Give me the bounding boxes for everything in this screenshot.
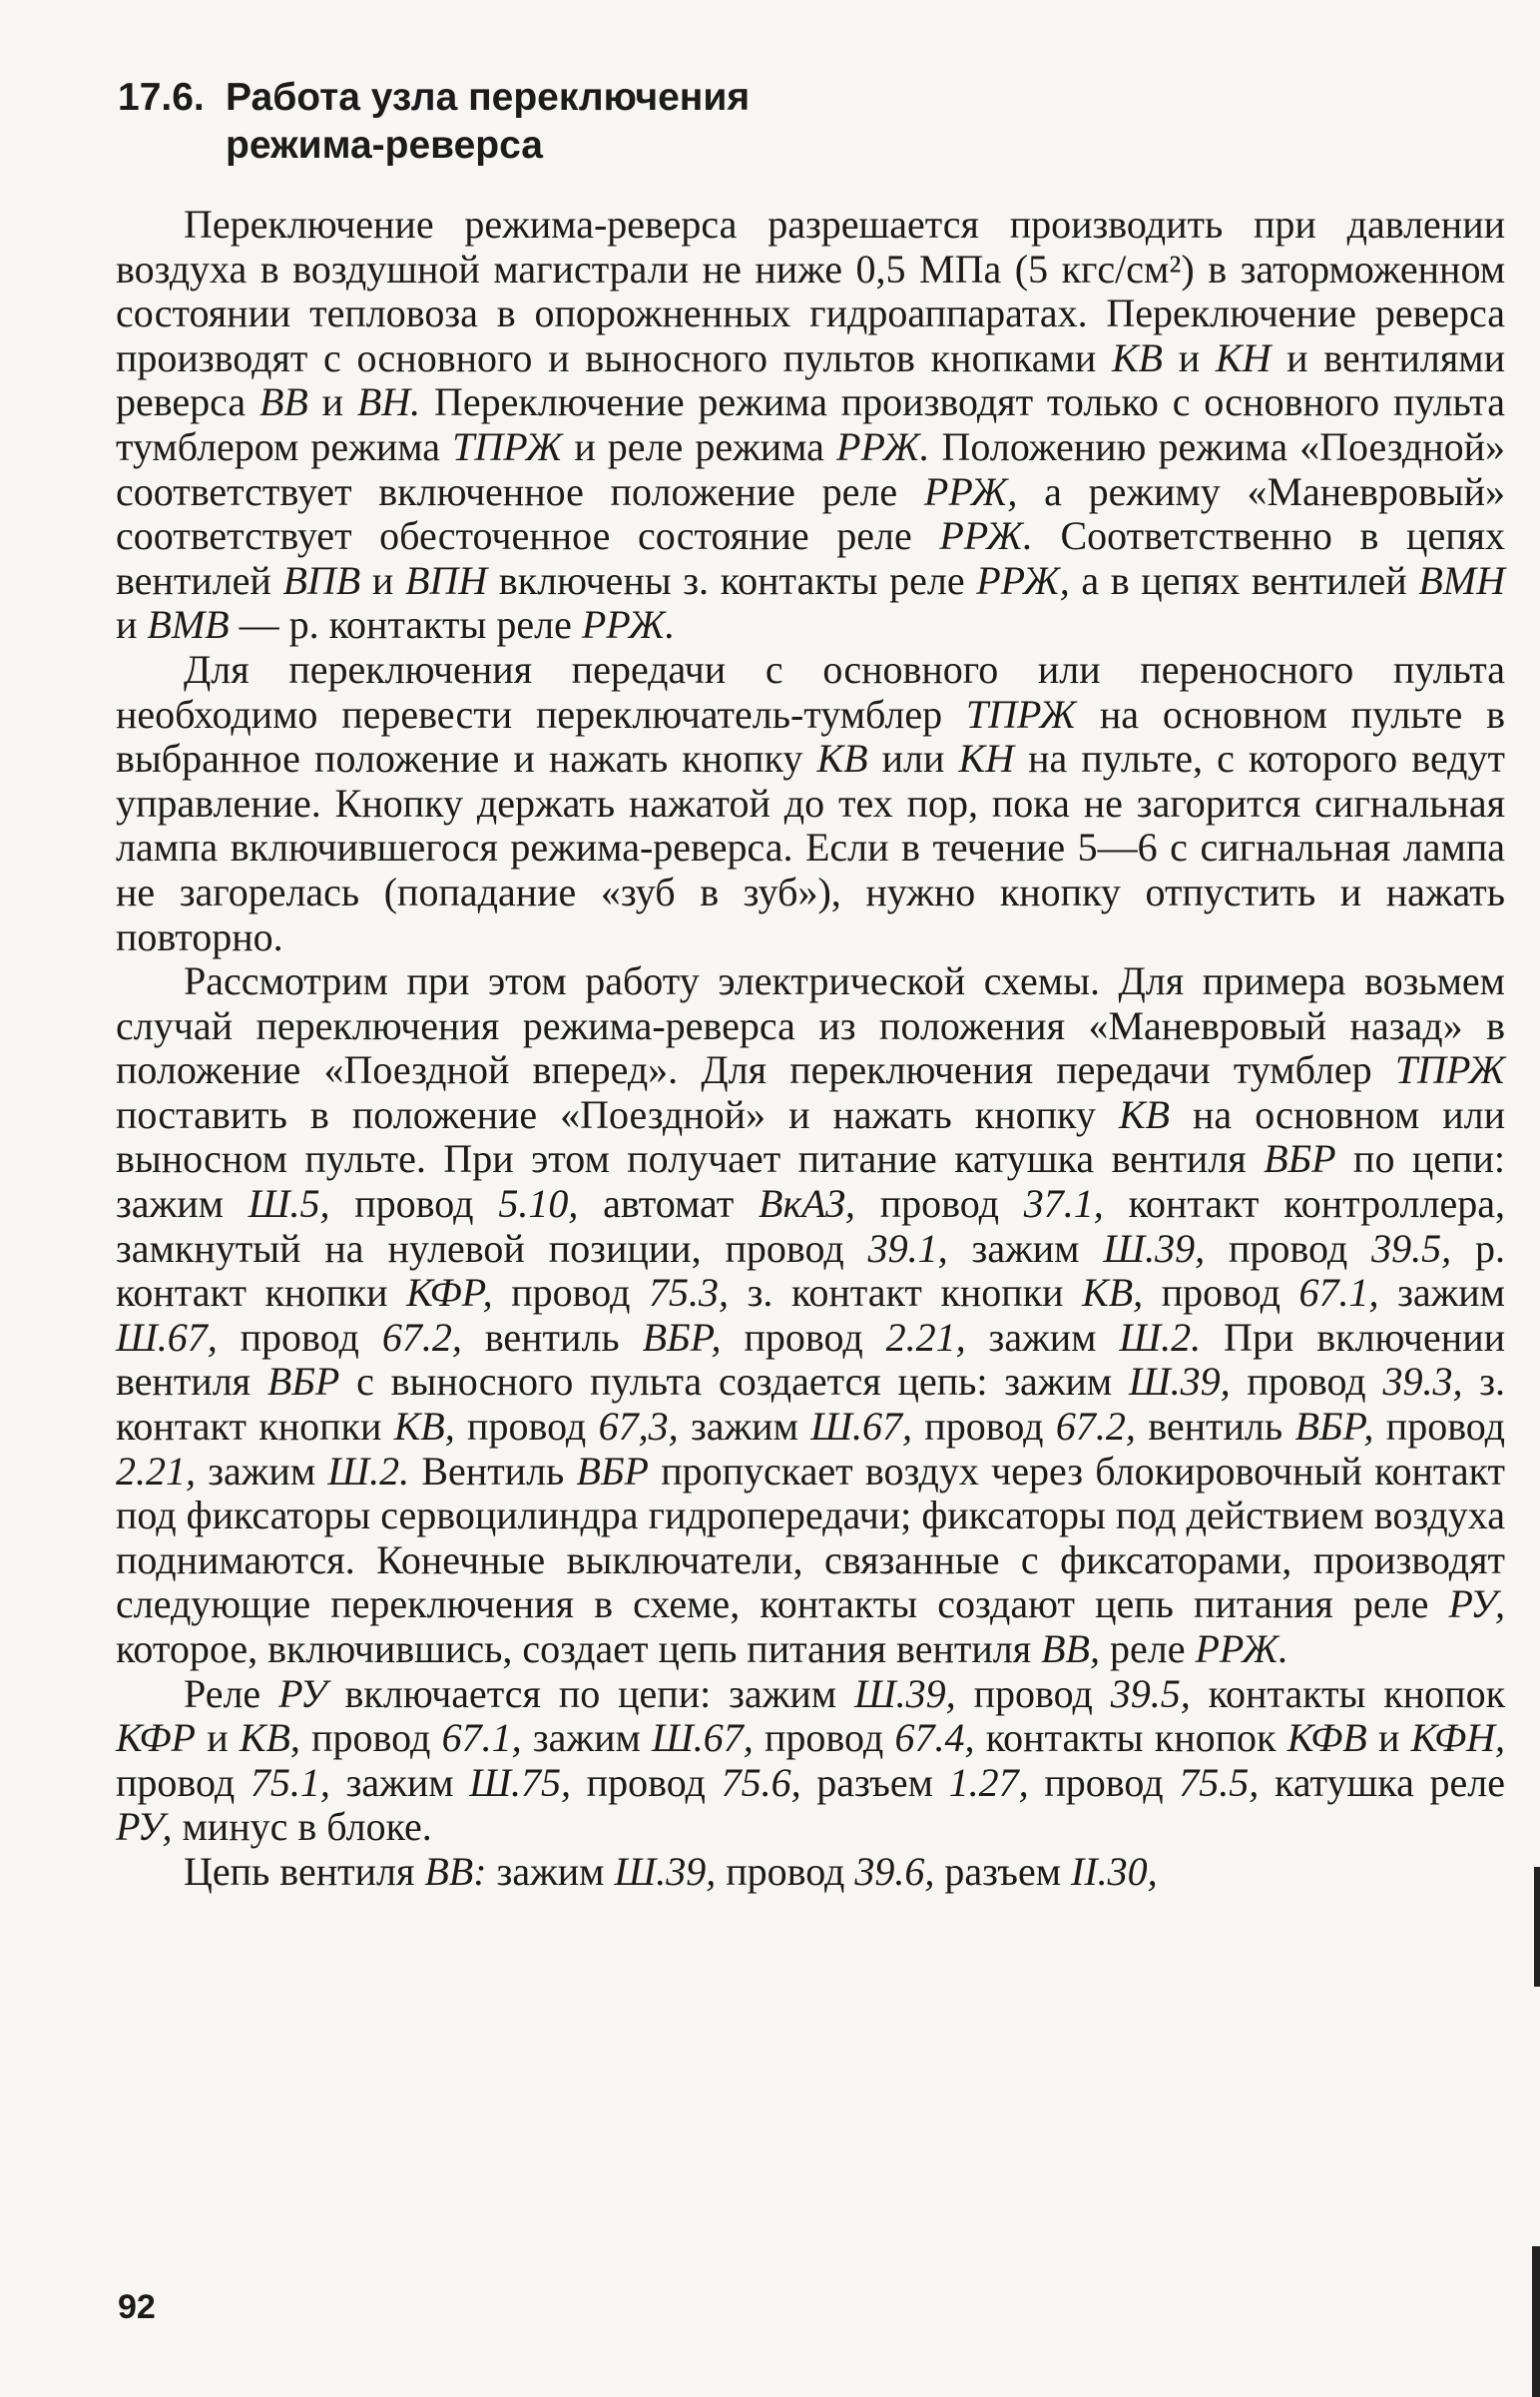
text-run: зажим — [196, 1448, 328, 1494]
italic-term: 5.10, — [498, 1181, 579, 1227]
italic-term: Ш.2. — [1119, 1314, 1202, 1360]
italic-term: КН — [958, 736, 1014, 782]
italic-term: 75.3, — [649, 1270, 729, 1316]
italic-term: 67.1, — [1298, 1270, 1379, 1316]
text-run: и реле режима — [562, 423, 837, 469]
text-run: провод — [329, 1181, 499, 1227]
text-run: а в цепях вентилей — [1069, 557, 1419, 603]
italic-term: Ш.67, — [810, 1404, 912, 1450]
text-run: поставить в положение «Поездной» и нажать кнопку — [116, 1091, 1119, 1137]
text-run: провод — [454, 1404, 599, 1450]
text-run: реле — [1099, 1626, 1196, 1671]
italic-term: ВН. — [356, 379, 421, 425]
italic-term: 39.5, — [1110, 1670, 1191, 1716]
italic-term: ВПВ — [282, 557, 361, 603]
text-run: и — [1162, 334, 1216, 380]
text-run: минус в блоке. — [172, 1804, 432, 1850]
italic-term: РРЖ. — [836, 423, 930, 469]
italic-term: 2.21, — [116, 1448, 196, 1494]
text-run: При включении вентиля — [116, 1314, 1506, 1405]
text-run: провод — [1230, 1359, 1383, 1405]
italic-term: КВ — [1118, 1091, 1170, 1137]
text-run: провод — [854, 1181, 1024, 1227]
italic-term: ВМВ — [147, 602, 230, 648]
italic-term: РРЖ, — [976, 557, 1070, 603]
italic-term: ТПРЖ — [965, 691, 1077, 737]
italic-term: 37.1, — [1023, 1181, 1104, 1227]
italic-term: Ш.39, — [853, 1670, 956, 1716]
text-run: включены з. контакты реле — [487, 557, 977, 603]
text-run: вентиль — [461, 1314, 643, 1360]
italic-term: ВБР — [266, 1359, 340, 1405]
text-run: Соответственно в цепях вентилей — [116, 513, 1506, 603]
italic-term: РРЖ. — [1195, 1626, 1288, 1671]
italic-term: Ш.2. — [327, 1448, 410, 1494]
scan-edge-mark — [1534, 1867, 1540, 1987]
italic-term: 39.5, — [1371, 1225, 1452, 1271]
italic-term: Ш.67, — [652, 1715, 754, 1761]
italic-term: Ш.5, — [248, 1181, 330, 1227]
italic-term: 67.1, — [441, 1715, 522, 1761]
italic-term: 67.2, — [381, 1314, 462, 1360]
italic-term: КФН, — [1410, 1715, 1506, 1761]
italic-term: Ш.67, — [116, 1314, 218, 1360]
text-run: Рассмотрим при этом работу электрической схемы. Для примера возьмем случай переключения режима-реверса из положения «Маневровый назад» в положение «Поездной вперед». Для переключения передачи тумблер — [116, 958, 1505, 1093]
text-run: на пульте, с которого ведут управление. Кнопку держать нажатой до тех пор, пока не загорится сигнальная лампа включившегося режима-реверса. Если в течение 5—6 с сигнальная лампа не загорелась (попадание «зуб в зуб»), нужно кнопку отпустить и нажать повторно. — [116, 736, 1505, 959]
italic-term: Ш.39, — [1103, 1225, 1206, 1271]
italic-term: РРЖ. — [581, 602, 676, 648]
text-run: з. контакт кнопки — [116, 1359, 1506, 1450]
text-run: и — [1366, 1715, 1411, 1761]
text-run: провод — [217, 1314, 382, 1360]
italic-term: КФР, — [406, 1270, 493, 1316]
italic-term: ВБР — [1264, 1136, 1336, 1182]
text-run: Цепь вентиля — [184, 1848, 425, 1894]
text-run: пропускает воздух через блокировочный контакт под фиксаторы сервоцилиндра гидропередачи; фиксаторы под действием воздуха поднимаются. Конечные выключатели, связанные с фиксаторами, производят следующие переключения в схеме, контакты создают цепь питания реле — [116, 1448, 1505, 1627]
text-run: контакты кнопок — [974, 1715, 1287, 1761]
italic-term: РУ — [278, 1670, 327, 1716]
italic-term: 39.6, — [854, 1848, 935, 1894]
text-run: Для переключения передачи с основного или переносного пульта необходимо перевести переключатель-тумблер — [116, 646, 1505, 737]
text-run: — р. контакты реле — [229, 602, 582, 648]
italic-term: КВ — [1111, 334, 1163, 380]
italic-term: 75.1, — [250, 1759, 330, 1805]
text-run: а режиму «Маневровый» соответствует обесточенное состояние реле — [116, 468, 1505, 559]
text-run: зажим — [521, 1715, 653, 1761]
text-run: и — [195, 1715, 240, 1761]
italic-term: ВБР, — [642, 1314, 722, 1360]
text-run: и — [360, 557, 405, 603]
italic-term: КВ — [816, 736, 868, 782]
text-run: провод — [570, 1759, 722, 1805]
text-run: провод — [1373, 1404, 1506, 1450]
text-run: зажим — [486, 1848, 615, 1894]
italic-term: 2.21, — [885, 1314, 966, 1360]
italic-term: 39.1, — [867, 1225, 948, 1271]
text-run: провод — [116, 1759, 251, 1805]
text-run: зажим — [965, 1314, 1120, 1360]
italic-term: ВБР — [576, 1448, 649, 1494]
text-run: с выносного пульта создается цепь: зажим — [339, 1359, 1129, 1405]
text-run: провод — [911, 1404, 1056, 1450]
italic-term: РРЖ, — [923, 468, 1018, 514]
text-run: провод — [955, 1670, 1111, 1716]
text-run: з. контакт кнопки — [729, 1270, 1083, 1316]
italic-term: ВкАЗ, — [759, 1181, 855, 1227]
italic-term: II.30, — [1071, 1848, 1158, 1894]
text-run: провод — [1028, 1759, 1180, 1805]
italic-term: Ш.39, — [614, 1848, 717, 1894]
italic-term: ВПН — [404, 557, 488, 603]
italic-term: ВВ: — [424, 1848, 487, 1894]
text-run: которое, включившись, создает цепь питания вентиля — [116, 1626, 1042, 1671]
italic-term: РУ, — [116, 1804, 173, 1850]
italic-term: 67.2, — [1055, 1404, 1136, 1450]
text-run: катушка реле — [1259, 1759, 1506, 1805]
italic-term: РУ, — [1448, 1581, 1505, 1627]
paragraph — [116, 203, 1505, 648]
italic-term: ВВ — [258, 379, 308, 425]
text-run: разъем — [800, 1759, 949, 1805]
paragraph — [116, 1672, 1505, 1850]
body-text — [116, 203, 1505, 1895]
text-run: зажим — [1378, 1270, 1505, 1316]
paragraph — [116, 1850, 1505, 1895]
text-run: и — [116, 602, 148, 648]
italic-term: КВ, — [1082, 1270, 1144, 1316]
italic-term: 67,3, — [598, 1404, 679, 1450]
text-run: провод — [492, 1270, 649, 1316]
italic-term: КФР — [116, 1715, 196, 1761]
paragraph — [116, 648, 1505, 959]
italic-term: 75.6, — [721, 1759, 801, 1805]
text-run: контакты кнопок — [1190, 1670, 1506, 1716]
text-run: на основном пульте в выбранное положение и нажать кнопку — [116, 691, 1506, 782]
italic-term: 39.3, — [1382, 1359, 1463, 1405]
section-number: 17.6. — [118, 76, 205, 119]
text-run: включается по цепи: зажим — [326, 1670, 854, 1716]
italic-term: ТПРЖ — [1394, 1047, 1505, 1093]
italic-term: КН — [1215, 334, 1272, 380]
italic-term: 67.4, — [894, 1715, 975, 1761]
section-title-line2: режима-реверса — [226, 124, 543, 167]
italic-term: ВБР, — [1294, 1404, 1374, 1450]
text-run: Переключение режима производят только с основного пульта тумблером режима — [116, 379, 1505, 469]
text-run: Переключение режима-реверса разрешается производить при давлении воздуха в воздушной магистрали не ниже 0,5 МПа (5 кгс/см²) в заторможенном состоянии тепловоза в опорожненных гидроаппаратах. Переключение реверса производят с основного и выносного пультов кнопками — [116, 202, 1505, 380]
text-run: Вентиль — [409, 1448, 577, 1494]
italic-term: КФВ — [1286, 1715, 1367, 1761]
italic-term: 75.5, — [1179, 1759, 1260, 1805]
text-run: провод — [716, 1848, 855, 1894]
text-run: р. контакт кнопки — [116, 1225, 1506, 1316]
text-run: зажим — [678, 1404, 811, 1450]
text-run: Положению режима «Поездной» соответствует включенное положение реле — [116, 423, 1506, 514]
text-run: провод — [1205, 1225, 1372, 1271]
text-run: вентиль — [1135, 1404, 1295, 1450]
text-run: контакт контроллера, замкнутый на нулевой позиции, провод — [116, 1181, 1505, 1271]
text-run: зажим — [947, 1225, 1104, 1271]
paragraph — [116, 959, 1505, 1672]
italic-term: ВВ, — [1041, 1626, 1100, 1671]
text-run: провод — [753, 1715, 895, 1761]
text-run: на основном или выносном пульте. При этом получает питание катушка вентиля — [116, 1091, 1506, 1182]
page-number: 92 — [118, 2288, 156, 2326]
section-title-line1: Работа узла переключения — [226, 76, 751, 119]
text-run: автомат — [578, 1181, 760, 1227]
text-run: провод — [1143, 1270, 1299, 1316]
italic-term: Ш.39, — [1128, 1359, 1231, 1405]
text-run: по цепи: зажим — [116, 1136, 1505, 1227]
italic-term: КВ, — [393, 1404, 455, 1450]
italic-term: Ш.75, — [469, 1759, 571, 1805]
italic-term: 1.27, — [948, 1759, 1029, 1805]
italic-term: ВМН — [1418, 557, 1505, 603]
text-run: Реле — [184, 1670, 279, 1716]
text-run: и вентилями реверса — [116, 334, 1506, 425]
text-run: разъем — [934, 1848, 1072, 1894]
text-run: провод — [721, 1314, 886, 1360]
scan-edge-mark — [1532, 2246, 1540, 2397]
text-run: зажим — [329, 1759, 470, 1805]
text-run: провод — [299, 1715, 442, 1761]
section-heading — [118, 74, 1016, 170]
italic-term: ТПРЖ — [452, 423, 563, 469]
text-run: или — [867, 736, 959, 782]
italic-term: КВ, — [239, 1715, 300, 1761]
italic-term: РРЖ. — [939, 513, 1033, 559]
text-run: и — [307, 379, 357, 425]
